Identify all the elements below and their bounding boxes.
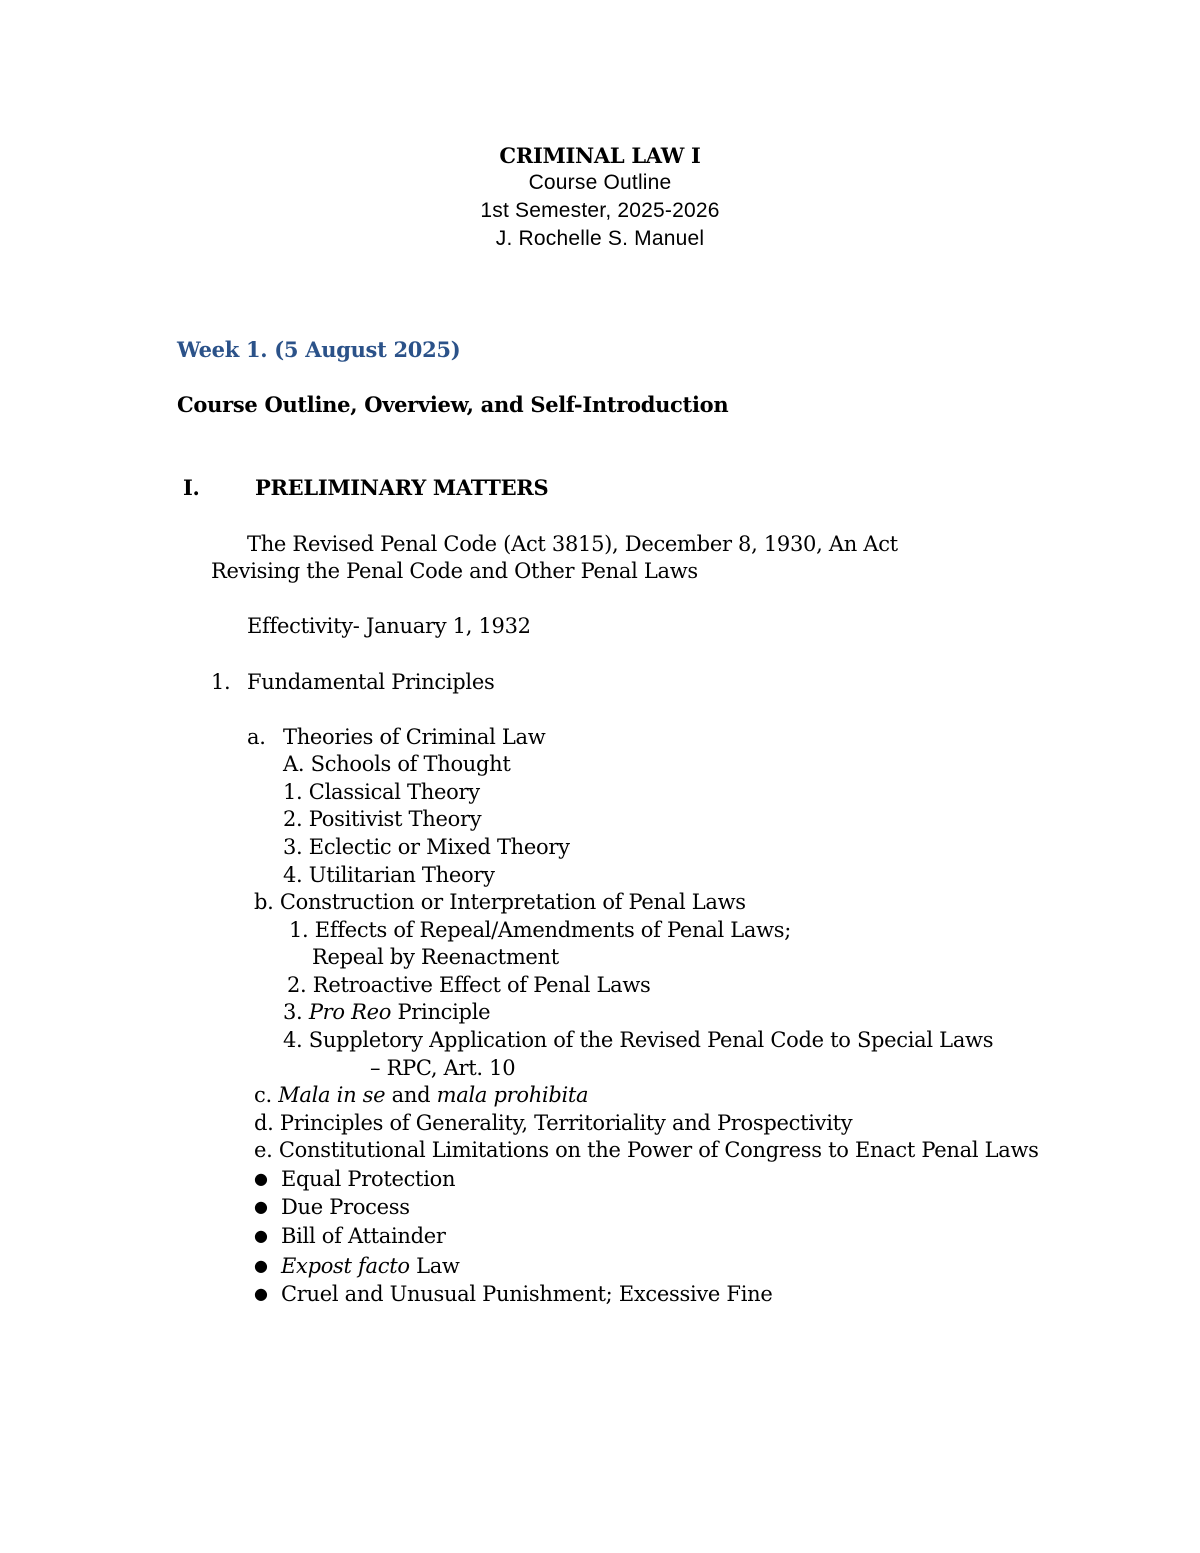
bullet-icon: ● (254, 1226, 268, 1245)
mala-in-se: Mala in se (278, 1083, 386, 1107)
bullet-label: Due Process (281, 1195, 410, 1219)
list-item-effects-of-repeal: 1. Effects of Repeal/Amendments of Penal Laws; (289, 918, 792, 942)
schools-of-thought: A. Schools of Thought (283, 752, 511, 776)
pro-reo-rest: Principle (391, 1000, 491, 1024)
mala-marker: c. (254, 1083, 279, 1107)
bullet-icon: ● (254, 1256, 268, 1275)
list-item-positivist-theory: 2. Positivist Theory (283, 807, 482, 831)
list-item-classical-theory: 1. Classical Theory (283, 780, 480, 804)
bullet-label: Cruel and Unusual Punishment; Excessive Fine (281, 1282, 773, 1306)
expost-facto-rest: Law (409, 1254, 460, 1278)
list-item-label: Theories of Criminal Law (283, 725, 546, 749)
document-title: CRIMINAL LAW I (499, 143, 701, 168)
effectivity-line: Effectivity- January 1, 1932 (247, 614, 531, 638)
list-item-eclectic-theory: 3. Eclectic or Mixed Theory (283, 835, 570, 859)
list-item-constitutional-limitations: e. Constitutional Limitations on the Power of Congress to Enact Penal Laws (254, 1138, 1039, 1162)
mala-prohibita: mala prohibita (436, 1083, 589, 1107)
bullet-icon: ● (254, 1169, 268, 1188)
list-marker: a. (247, 725, 266, 749)
list-marker: 1. (211, 670, 231, 694)
expost-facto-italic: Expost facto (281, 1254, 410, 1278)
bullet-item-cruel-punishment (254, 1280, 772, 1308)
section-heading (183, 474, 548, 502)
pro-reo-italic: Pro Reo (308, 1000, 392, 1024)
section-numeral: I. (183, 475, 200, 500)
list-item-theories (247, 723, 545, 751)
bullet-icon: ● (254, 1197, 268, 1216)
semester-line: 1st Semester, 2025-2026 (480, 199, 720, 222)
list-item-suppletory-application: 4. Suppletory Application of the Revised Penal Code to Special Laws (283, 1028, 994, 1052)
week-topic: Course Outline, Overview, and Self-Introduction (177, 392, 729, 417)
bullet-label: Equal Protection (281, 1167, 456, 1191)
list-item-retroactive-effect: 2. Retroactive Effect of Penal Laws (287, 973, 651, 997)
list-item-utilitarian-theory: 4. Utilitarian Theory (283, 863, 495, 887)
mala-and: and (385, 1083, 437, 1107)
pro-reo-number: 3. (283, 1000, 309, 1024)
bullet-label: Bill of Attainder (281, 1224, 446, 1248)
week-heading: Week 1. (5 August 2025) (177, 337, 461, 362)
list-item-pro-reo (283, 998, 490, 1026)
bullet-item-bill-of-attainder (254, 1222, 446, 1250)
rpc-article-reference: – RPC, Art. 10 (370, 1056, 516, 1080)
list-item-principles-generality: d. Principles of Generality, Territoriality and Prospectivity (254, 1111, 853, 1135)
list-item-construction: b. Construction or Interpretation of Penal Laws (254, 890, 746, 914)
document-subtitle: Course Outline (528, 171, 672, 194)
rpc-description-line1: The Revised Penal Code (Act 3815), December 8, 1930, An Act (247, 532, 898, 556)
instructor-line: J. Rochelle S. Manuel (495, 227, 705, 250)
rpc-description-line2: Revising the Penal Code and Other Penal Laws (211, 559, 698, 583)
bullet-icon: ● (254, 1284, 268, 1303)
list-item-repeal-by-reenactment: Repeal by Reenactment (312, 945, 559, 969)
list-item-mala (254, 1081, 588, 1109)
list-item-label: Fundamental Principles (247, 670, 495, 694)
bullet-item-due-process (254, 1193, 410, 1221)
bullet-item-equal-protection (254, 1165, 455, 1193)
list-item-fundamental-principles (211, 668, 494, 696)
bullet-item-ex-post-facto (254, 1252, 460, 1280)
section-title: PRELIMINARY MATTERS (255, 475, 549, 500)
